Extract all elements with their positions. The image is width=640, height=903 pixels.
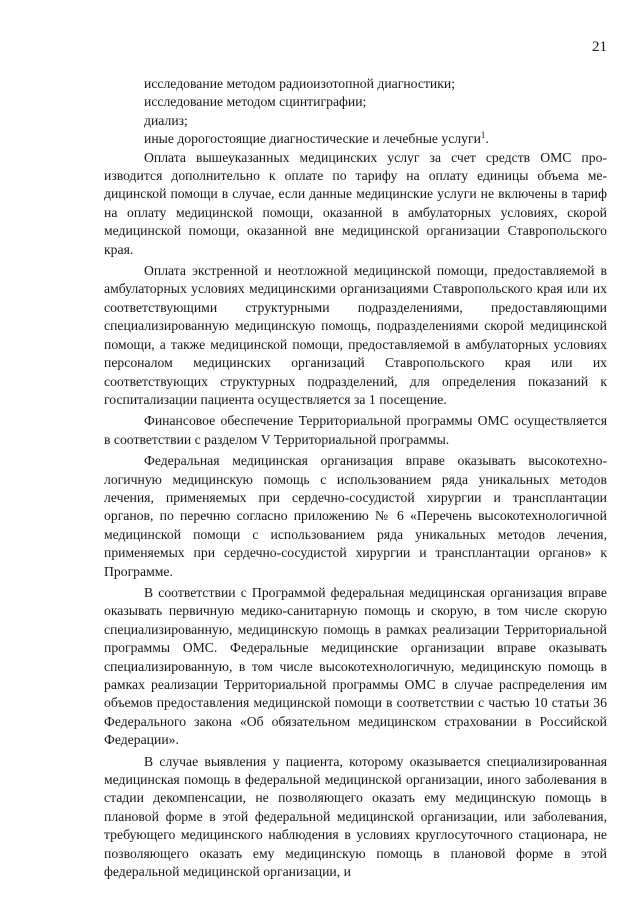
list-item: исследование методом сцинтиграфии; [144,94,367,110]
list-item: исследование методом радиоизотопной диагностики; [144,76,456,91]
list-item-with-footnote [104,130,607,148]
paragraph-emergency-care: Оплата экстренной и неотложной медицинской помощи, предоставляемой в амбулаторных условиях медицинскими организациями Ставропольского края или их соответствующими структурными подразделениями, предоставляющими специализированную медицинскую помощь, подразделениями скорой медицинской помощи, а также медицинской помощи, предоставляемой в амбулаторных условиях персоналом медицинских организаций Ставропольского края или их соответствующих структурных подразделений, для определения показаний к госпитализации пациента осуществляется за 1 посещение. [104,263,607,407]
list-item-text: иные дорогостоящие диагностические и лечебные услуги [144,131,481,147]
paragraph-high-tech-care: Федеральная медицинская организация вправе оказывать высокотехнологичную медицинскую помощь с использованием ряда уникальных методов лечения, применяемых при сердечно-сосудистой хирургии и трансплантации органов, по перечню согласно приложению № 6 «Перечень высокотехнологичной медицинской помощи с использованием ряда уникальных методов лечения, применяемых при сердечно-сосудистой хирургии и трансплантации органов» к Программе. [104,453,607,579]
list-item-end: . [485,131,489,147]
paragraph-omc-payment: Оплата вышеуказанных медицинских услуг за счет средств ОМС производится дополнительно к оплате по тарифу на оплату единицы объема медицинской помощи в случае, если данные медицинские услуги не включены в тариф на оплату медицинской помощи, оказанной в амбулаторных условиях, скорой медицинской помощи, оказанной вне медицинской организации Ставропольского края. [104,149,607,257]
page-number: 21 [592,39,607,55]
paragraph-decompensation: В случае выявления у пациента, которому оказывается специализированная медицинская помощь в федеральной медицинской организации, иного заболевания в стадии декомпенсации, не позволяющего оказать ему медицинскую помощь в плановой форме в этой федеральной медицинской организации, или заболевания, требующего медицинского наблюдения в условиях круглосуточного стационара, не позволяющего оказать ему медицинскую помощь в плановой форме в этой федеральной медицинской организации, и [104,753,607,880]
list-item: диализ; [144,112,188,128]
paragraph-financing: Финансовое обеспечение Территориальной программы ОМС осуществляется в соответствии с разделом V Территориальной программы. [104,413,607,447]
paragraph-federal-organization: В соответствии с Программой федеральная медицинская организация вправе оказывать первичную медико-санитарную помощь и скорую, в том числе скорую специализированную, медицинскую помощь в рамках реализации Территориальной программы ОМС. Федеральные медицинские организации вправе оказывать специализированную, в том числе высокотехнологичную, медицинскую помощь в рамках реализации Территориальной программы ОМС в случае распределения им объемов предоставления медицинской помощи в соответствии с частью 10 статьи 36 Федерального закона «Об обязательном медицинском страховании в Российской Федерации». [104,584,607,748]
document-body [104,75,607,881]
footnote-mark: 1 [480,130,486,141]
